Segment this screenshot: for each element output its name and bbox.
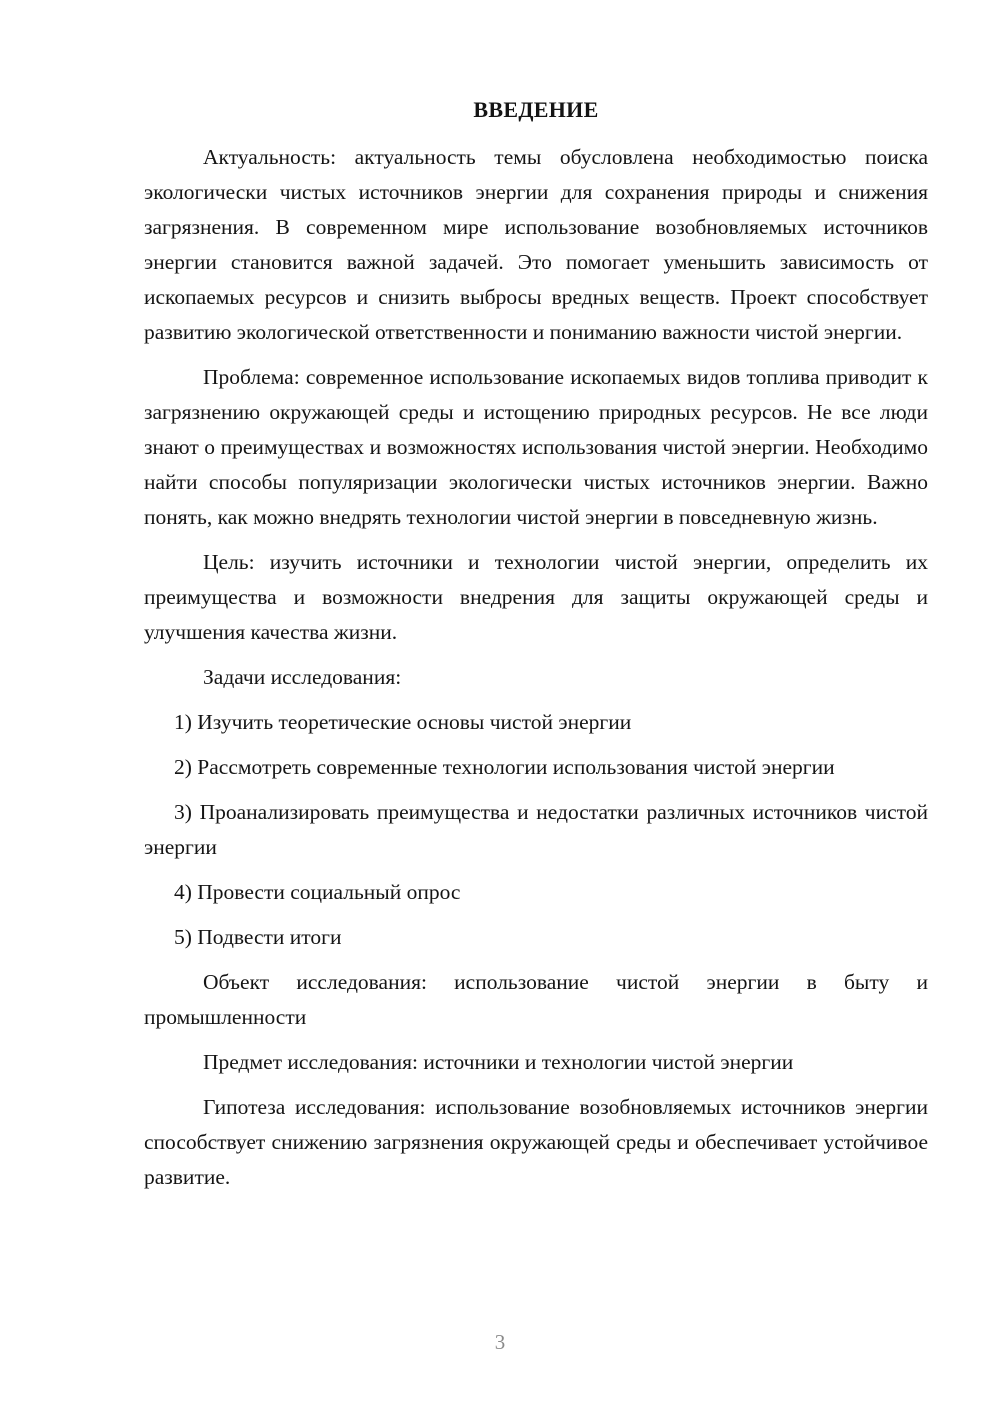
document-page — [144, 92, 928, 1205]
task-item-1: 1) Изучить теоретические основы чистой энергии — [174, 710, 632, 734]
relevance-paragraph: Актуальность: актуальность темы обусловлена необходимостью поиска экологически чистых источников энергии для сохранения природы и снижения загрязнения. В современном мире использование возобновляемых источников энергии становится важной задачей. Это помогает уменьшить зависимость от ископаемых ресурсов и снизить выбросы вредных веществ. Проект способствует развитию экологической ответственности и пониманию важности чистой энергии. — [144, 145, 928, 344]
research-object-paragraph: Объект исследования: использование чистой энергии в быту и промышленности — [144, 970, 928, 1029]
task-item-3: 3) Проанализировать преимущества и недостатки различных источников чистой энергии — [144, 800, 928, 859]
page-number: 3 — [494, 1330, 506, 1354]
task-item-4: 4) Провести социальный опрос — [174, 880, 461, 904]
problem-paragraph: Проблема: современное использование ископаемых видов топлива приводит к загрязнению окружающей среды и истощению природных ресурсов. Не все люди знают о преимуществах и возможностях использования чистой энергии. Необходимо найти способы популяризации экологически чистых источников энергии. Важно понять, как можно внедрять технологии чистой энергии в повседневную жизнь. — [144, 365, 928, 529]
task-item-5: 5) Подвести итоги — [174, 925, 342, 949]
page-title: ВВЕДЕНИЕ — [473, 97, 599, 122]
tasks-heading: Задачи исследования: — [203, 665, 402, 689]
task-item-2: 2) Рассмотреть современные технологии использования чистой энергии — [174, 755, 835, 779]
hypothesis-paragraph: Гипотеза исследования: использование возобновляемых источников энергии способствует снижению загрязнения окружающей среды и обеспечивает устойчивое развитие. — [144, 1095, 928, 1189]
research-subject-paragraph: Предмет исследования: источники и технологии чистой энергии — [203, 1050, 794, 1074]
goal-paragraph: Цель: изучить источники и технологии чистой энергии, определить их преимущества и возможности внедрения для защиты окружающей среды и улучшения качества жизни. — [144, 550, 928, 644]
